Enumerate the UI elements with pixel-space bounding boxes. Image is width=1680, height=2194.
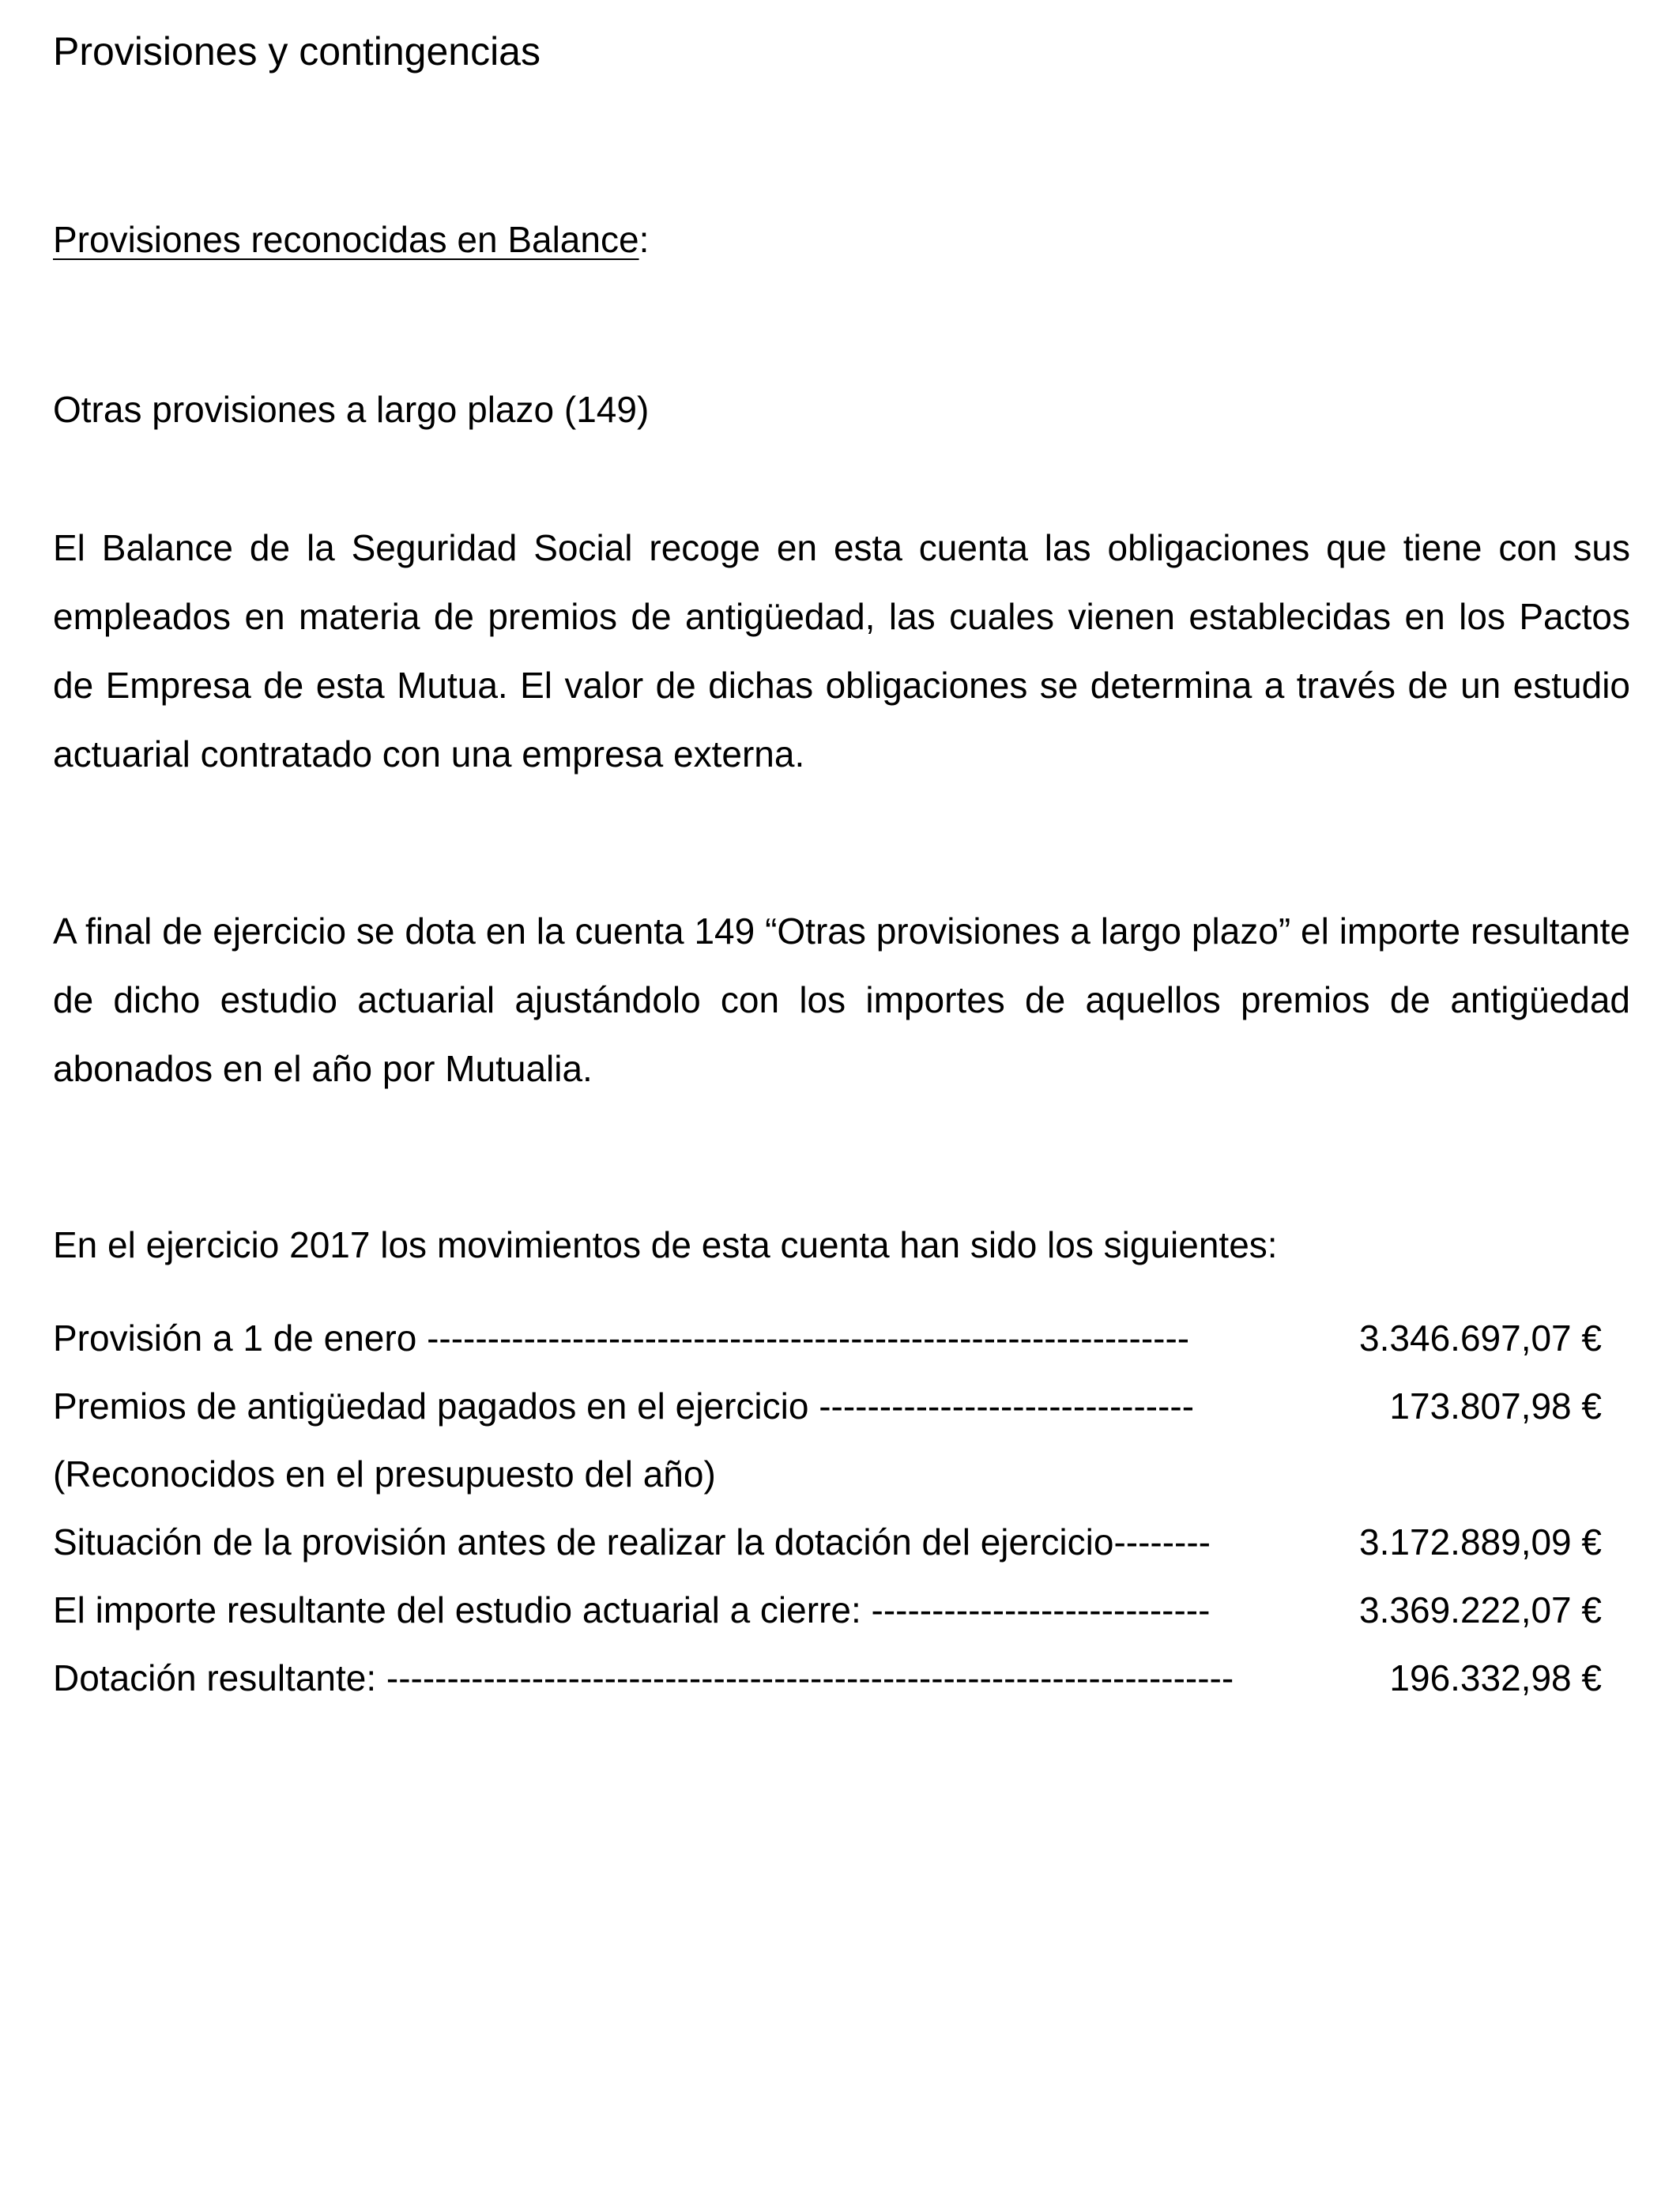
account-heading: Otras provisiones a largo plazo (149): [53, 389, 650, 430]
movement-row-actuarial-closing: [53, 1580, 1625, 1648]
movement-label: (Reconocidos en el presupuesto del año): [53, 1453, 716, 1495]
movements-list: [53, 1308, 1625, 1716]
movements-intro: En el ejercicio 2017 los movimientos de esta cuenta han sido los siguientes:: [53, 1224, 1278, 1265]
movement-value: 3.346.697,07 €: [1359, 1318, 1602, 1359]
movement-value: 196.332,98 €: [1389, 1657, 1602, 1698]
movement-row-before-endowment: [53, 1512, 1625, 1580]
movement-label: El importe resultante del estudio actuarial a cierre: ----------------------------: [53, 1589, 1211, 1630]
movement-value: 3.172.889,09 €: [1359, 1521, 1602, 1563]
page-title: Provisiones y contingencias: [53, 29, 541, 74]
movement-row-paid-awards: [53, 1376, 1625, 1444]
section-subtitle: [53, 221, 649, 258]
section-subtitle-suffix: :: [638, 219, 650, 260]
movement-label: Dotación resultante: ----------------------------------------------------------------------: [53, 1657, 1234, 1698]
movement-row-opening: [53, 1308, 1625, 1376]
section-subtitle-underlined: Provisiones reconocidas en Balance: [53, 219, 639, 260]
paragraph-endowment: A final de ejercicio se dota en la cuenta 149 “Otras provisiones a largo plazo” el importe resultante de dicho estudio actuarial ajustándolo con los importes de aquellos premios de antigüedad abonados en el año por Mutualia.: [53, 910, 1630, 1089]
movement-label: Situación de la provisión antes de realizar la dotación del ejercicio--------: [53, 1521, 1211, 1563]
paragraph-description: El Balance de la Seguridad Social recoge en esta cuenta las obligaciones que tiene con sus empleados en materia de premios de antigüedad, las cuales vienen establecidas en los Pactos de Empresa de esta Mutua. El valor de dichas obligaciones se determina a través de un estudio actuarial contratado con una empresa externa.: [53, 527, 1630, 775]
movement-value: 173.807,98 €: [1389, 1385, 1602, 1427]
movement-row-note: [53, 1444, 1625, 1512]
movement-label: Provisión a 1 de enero ---------------------------------------------------------------: [53, 1318, 1190, 1359]
movement-label: Premios de antigüedad pagados en el ejercicio -------------------------------: [53, 1385, 1195, 1427]
movement-row-resulting-endowment: [53, 1648, 1625, 1716]
movement-value: 3.369.222,07 €: [1359, 1589, 1602, 1630]
